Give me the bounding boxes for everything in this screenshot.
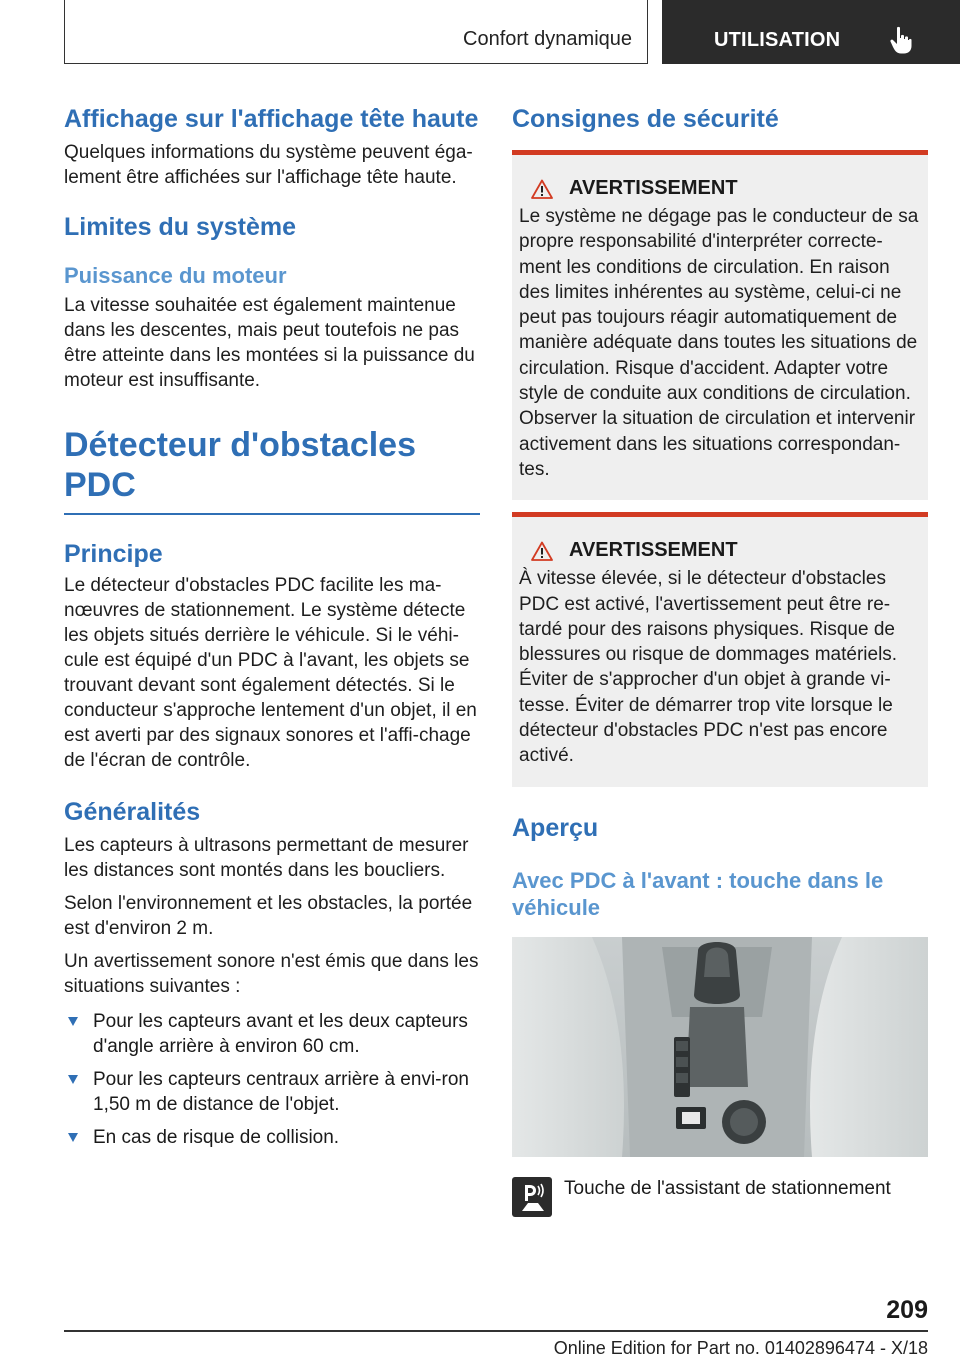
pdc-heading: Détecteur d'obstacles PDC [64, 426, 416, 504]
warning-header [519, 539, 922, 562]
header-chapter-tab [662, 0, 960, 64]
principle-heading: Principe [64, 540, 163, 568]
general-paragraph-2: Selon l'environnement et les obstacles, la portée est d'environ 2 m. [64, 893, 473, 939]
engine-paragraph: La vitesse souhaitée est également maintenue dans les descentes, mais peut toutefois ne pas être atteinte dans les montées si la puissance du moteur est insuffisante. [64, 295, 475, 391]
hud-paragraph: Quelques informations du système peuvent éga-lement être affichées sur l'affichage tête haute. [64, 142, 473, 188]
overview-heading: Aperçu [512, 813, 599, 842]
list-item: Pour les capteurs centraux arrière à envi-ron 1,50 m de distance de l'objet. [64, 1067, 480, 1117]
footer-rule [64, 1330, 928, 1332]
pdc-heading-rule [64, 513, 480, 515]
warning-triangle-icon [531, 541, 553, 561]
safety-heading: Consignes de sécurité [512, 105, 779, 133]
caption-text: Touche de l'assistant de stationnement [564, 1177, 891, 1199]
warning-box-1 [512, 150, 928, 500]
right-column [512, 104, 928, 1217]
warning-triangle-icon [531, 179, 553, 199]
general-paragraph-3: Un avertissement sonore n'est émis que dans les situations suivantes : [64, 951, 479, 997]
left-column [64, 104, 480, 1158]
warning-text: À vitesse élevée, si le détecteur d'obstacles PDC est activé, l'avertissement peut être re-tardé pour des raisons physiques. Risque de blessures ou risque de dommages matériels. Éviter de s'approcher d'un objet à grande vi-tesse. Éviter de démarrer trop vite lorsque le détecteur d'obstacles PDC n'est pas encore activé. [519, 568, 898, 767]
header-section-title: Confort dynamique [463, 28, 632, 50]
warning-header [519, 177, 922, 200]
general-heading: Généralités [64, 798, 201, 826]
parking-assistant-button-icon [512, 1177, 552, 1217]
header-chapter-label: UTILISATION [714, 29, 841, 51]
list-item: Pour les capteurs avant et les deux capteurs d'angle arrière à environ 60 cm. [64, 1009, 480, 1059]
limits-heading: Limites du système [64, 213, 297, 241]
warning-label: AVERTISSEMENT [569, 539, 738, 562]
footer-edition: Online Edition for Part no. 01402896474 - X/18 [553, 1338, 928, 1358]
center-console-illustration [512, 937, 928, 1157]
general-paragraph-1: Les capteurs à ultrasons permettant de mesurer les distances sont montés dans les boucliers. [64, 835, 469, 881]
pointing-hand-icon [890, 26, 912, 54]
engine-heading: Puissance du moteur [64, 263, 287, 288]
figure-caption [512, 1177, 928, 1217]
principle-paragraph: Le détecteur d'obstacles PDC facilite les ma-nœuvres de stationnement. Le système détecte les objets situés derrière le véhicule. Si le véhi-cule est équipé d'un PDC à l'avant, les objets se trouvant devant sont également détectés. Si le conducteur s'approche lentement d'un objet, il en est averti par des signaux sonores et l'affi-chage de l'écran de contrôle. [64, 575, 477, 771]
warning-conditions-list [64, 1009, 480, 1150]
warning-box-2 [512, 512, 928, 786]
front-pdc-heading: Avec PDC à l'avant : touche dans le véhicule [512, 867, 884, 920]
center-console-drawing [512, 937, 928, 1157]
triangle-bullet-icon [68, 1017, 78, 1026]
list-item: En cas de risque de collision. [64, 1125, 480, 1150]
warning-text: Le système ne dégage pas le conducteur de sa propre responsabilité d'interpréter correcte-ment les conditions de circulation. En raison des limites inhérentes au système, celui-ci ne peut pas toujours réagir automatiquement de manière adéquate dans toutes les situations de circulation. Risque d'accident. Adapter votre style de conduite aux conditions de circulation. Observer la situation de circulation et intervenir activement dans les situations correspondan-tes. [519, 206, 919, 480]
hud-heading: Affichage sur l'affichage tête haute [64, 105, 479, 133]
warning-label: AVERTISSEMENT [569, 177, 738, 199]
page-number: 209 [886, 1296, 928, 1324]
triangle-bullet-icon [68, 1133, 78, 1142]
triangle-bullet-icon [68, 1075, 78, 1084]
